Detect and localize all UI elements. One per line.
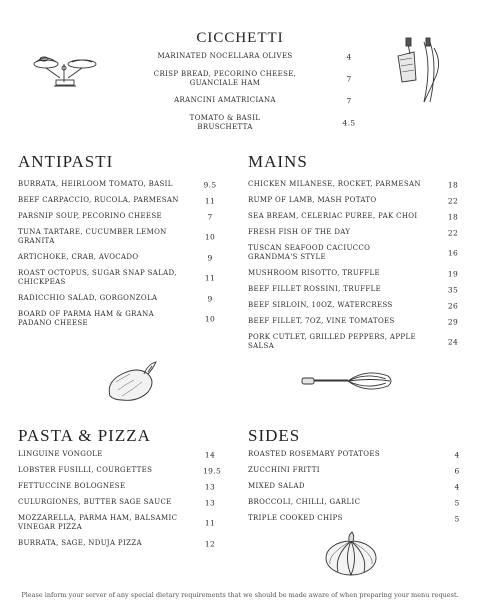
whisk-illustration [300, 366, 395, 396]
item-price: 9 [207, 294, 213, 303]
item-price: 22 [447, 196, 459, 205]
item-price: 35 [447, 285, 459, 294]
menu-item [18, 539, 223, 548]
item-price: 11 [204, 273, 216, 283]
antipasti-list [18, 180, 223, 335]
menu-item [248, 196, 463, 205]
mains-title: MAINS [248, 152, 308, 171]
menu-item [150, 96, 360, 105]
menu-item [248, 482, 463, 491]
item-name: FETTUCCINE BOLOGNESE [18, 482, 126, 490]
cicchetti-list [150, 52, 360, 140]
item-name: BEEF FILLET ROSSINI, TRUFFLE [248, 285, 382, 293]
squash-illustration [322, 530, 380, 578]
menu-item [18, 269, 223, 287]
item-name: LINGUINE VONGOLE [18, 450, 103, 458]
item-name: BEEF FILLET, 7OZ, VINE TOMATOES [248, 317, 395, 325]
item-price: 4 [454, 450, 460, 459]
menu-item [248, 333, 463, 351]
item-name: ZUCCHINI FRITTI [248, 466, 320, 474]
menu-item [248, 301, 463, 310]
sides-list [248, 450, 463, 530]
menu-item [18, 196, 223, 205]
menu-item [248, 269, 463, 278]
menu-item [248, 285, 463, 294]
menu-item [248, 228, 463, 237]
menu-item [248, 317, 463, 326]
item-name: MUSHROOM RISOTTO, TRUFFLE [248, 269, 380, 277]
menu-item [18, 212, 223, 221]
menu-item [248, 514, 463, 523]
menu-item [18, 253, 223, 262]
item-name: RADICCHIO SALAD, GORGONZOLA [18, 294, 158, 302]
item-name: MIXED SALAD [248, 482, 305, 490]
item-price: 14 [204, 450, 216, 459]
item-name: ROASTED ROSEMARY POTATOES [248, 450, 380, 458]
menu-item [18, 482, 223, 491]
item-price: 12 [204, 539, 216, 548]
pasta-pizza-list [18, 450, 223, 555]
item-name: BURRATA, SAGE, NDUJA PIZZA [18, 539, 142, 547]
cicchetti-title: CICCHETTI [196, 30, 284, 46]
menu-item [248, 466, 463, 475]
item-price: 5 [454, 514, 460, 523]
menu-item [18, 450, 223, 459]
item-price: 5 [454, 498, 460, 507]
item-name: SEA BREAM, CELERIAC PUREE, PAK CHOI [248, 212, 418, 220]
item-price: 13 [204, 498, 216, 507]
item-name: FRESH FISH OF THE DAY [248, 228, 351, 236]
menu-item [248, 498, 463, 507]
item-price: 16 [447, 248, 459, 258]
menu-item [18, 310, 223, 328]
item-price: 10 [204, 232, 216, 242]
menu-item [18, 498, 223, 507]
item-name: PARSNIP SOUP, PECORINO CHEESE [18, 212, 162, 220]
item-price: 24 [447, 337, 459, 347]
scale-illustration [30, 50, 105, 90]
footer-note: Please inform your server of any special dietary requirements that we should be made aware of when preparing your menu request. [21, 591, 459, 599]
item-name: TUNA TARTARE, CUCUMBER LEMON GRANITA [18, 228, 167, 245]
menu-item [18, 180, 223, 189]
item-price: 18 [447, 212, 459, 221]
lemon-illustration [104, 360, 160, 404]
item-name: BURRATA, HEIRLOOM TOMATO, BASIL [18, 180, 173, 188]
item-price: 19 [447, 269, 459, 278]
menu-item [150, 52, 360, 61]
mains-list [248, 180, 463, 358]
item-price: 4 [346, 52, 352, 61]
menu-item [248, 244, 463, 262]
menu-item [18, 514, 223, 532]
item-name: ARTICHOKE, CRAB, AVOCADO [18, 253, 139, 261]
item-price: 7 [346, 96, 352, 105]
item-price: 11 [204, 196, 216, 205]
item-name: BROCCOLI, CHILLI, GARLIC [248, 498, 361, 506]
menu-item [18, 228, 223, 246]
item-name: ARANCINI AMATRICIANA [174, 96, 276, 104]
item-name: ROAST OCTOPUS, SUGAR SNAP SALAD, CHICKPEAS [18, 269, 177, 286]
item-price: 13 [204, 482, 216, 491]
item-price: 26 [447, 301, 459, 310]
item-price: 7 [346, 74, 352, 84]
item-name: CHICKEN MILANESE, ROCKET, PARMESAN [248, 180, 421, 188]
item-price: 10 [204, 314, 216, 324]
menu-item [18, 466, 223, 475]
item-price: 4.5 [342, 118, 356, 128]
item-price: 29 [447, 317, 459, 326]
knives-illustration [390, 36, 450, 108]
item-name: LOBSTER FUSILLI, COURGETTES [18, 466, 153, 474]
item-name: PORK CUTLET, GRILLED PEPPERS, APPLE SALSA [248, 333, 416, 350]
item-name: TOMATO & BASIL BRUSCHETTA [189, 114, 261, 131]
item-price: 7 [207, 212, 213, 221]
pasta-pizza-title: PASTA & PIZZA [18, 426, 151, 445]
item-price: 11 [204, 518, 216, 528]
item-price: 4 [454, 482, 460, 491]
item-name: BEEF SIRLOIN, 10OZ, WATERCRESS [248, 301, 393, 309]
item-name: BOARD OF PARMA HAM & GRANA PADANO CHEESE [18, 310, 155, 327]
item-name: CULURGIONES, BUTTER SAGE SAUCE [18, 498, 172, 506]
menu-item [248, 212, 463, 221]
item-name: BEEF CARPACCIO, RUCOLA, PARMESAN [18, 196, 179, 204]
item-name: RUMP OF LAMB, MASH POTATO [248, 196, 377, 204]
menu-item [248, 180, 463, 189]
menu-item [150, 114, 360, 132]
item-name: CRISP BREAD, PECORINO CHEESE, GUANCIALE HAM [153, 70, 297, 87]
item-price: 22 [447, 228, 459, 237]
menu-item [150, 70, 360, 88]
item-name: TUSCAN SEAFOOD CACIUCCO GRANDMA'S STYLE [248, 244, 371, 261]
sides-title: SIDES [248, 426, 301, 445]
item-name: TRIPLE COOKED CHIPS [248, 514, 343, 522]
item-name: MARINATED NOCELLARA OLIVES [157, 52, 293, 60]
menu-item [248, 450, 463, 459]
item-price: 9 [207, 253, 213, 262]
item-price: 9.5 [203, 180, 217, 189]
item-name: MOZZARELLA, PARMA HAM, BALSAMIC VINEGAR PIZZA [18, 514, 178, 531]
item-price: 18 [447, 180, 459, 189]
menu-item [18, 294, 223, 303]
antipasti-title: ANTIPASTI [18, 152, 114, 171]
item-price: 19.5 [203, 466, 222, 475]
item-price: 6 [454, 466, 460, 475]
